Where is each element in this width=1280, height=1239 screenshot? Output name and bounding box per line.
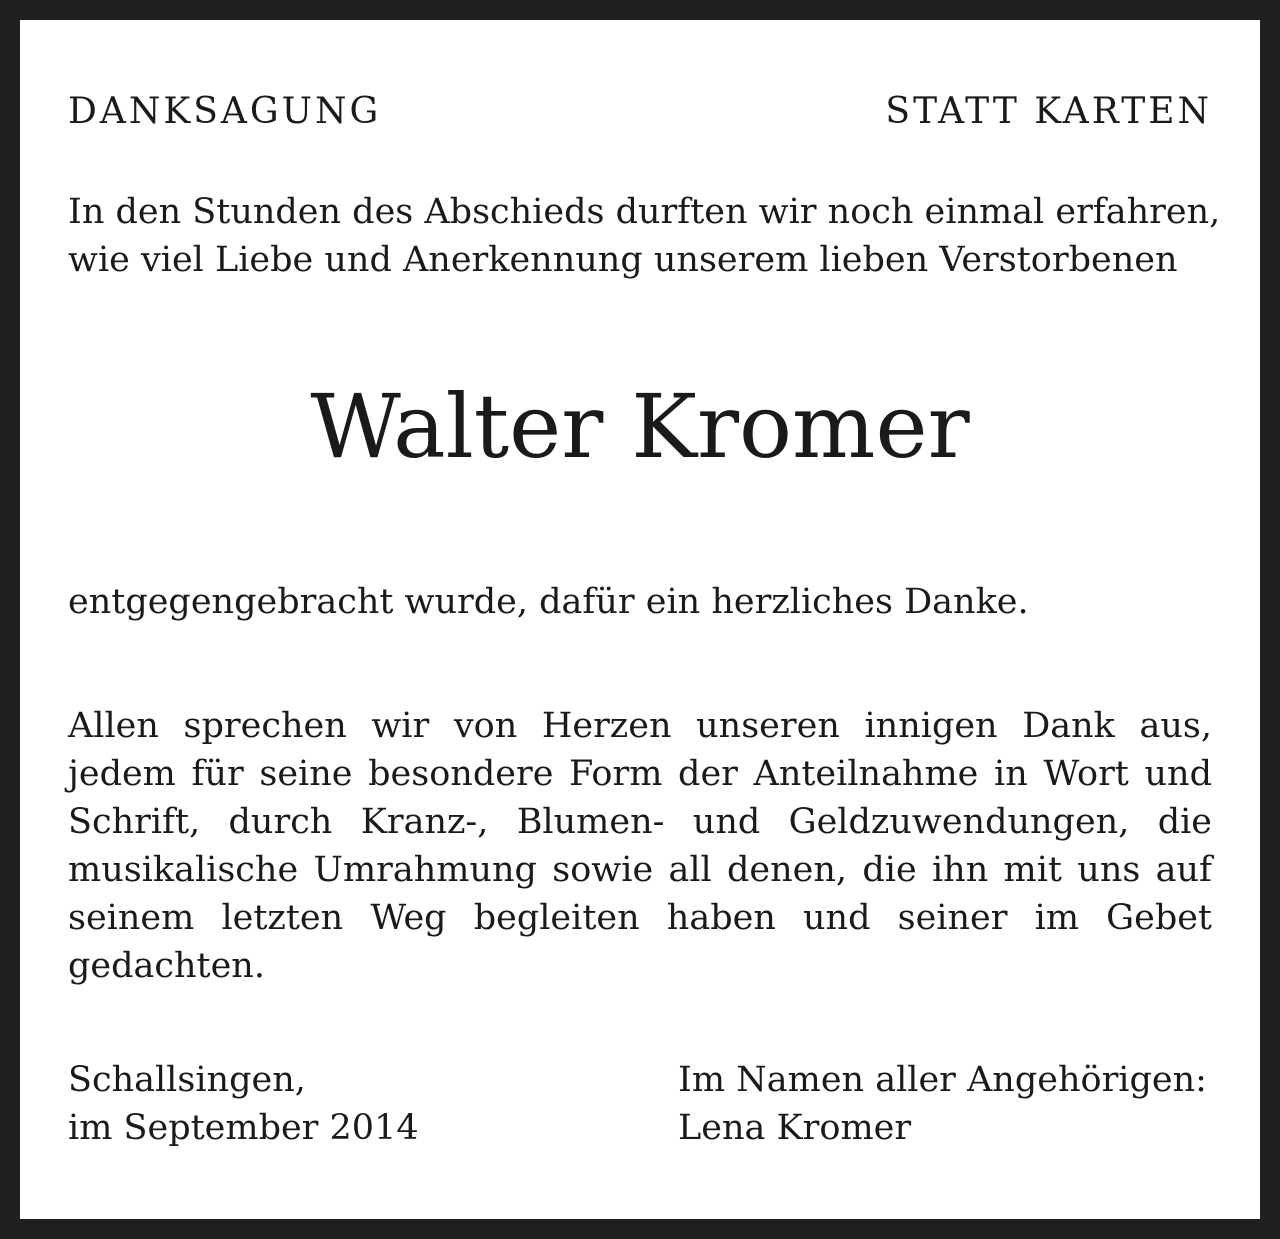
intro-line-1: In den Stunden des Abschieds durften wir noch einmal erfahren, [68, 192, 1221, 232]
thanks-line: entgegengebracht wurde, dafür ein herzliches Danke. [68, 582, 1029, 622]
signature-signer-block [678, 1056, 1207, 1152]
intro-line-2: wie viel Liebe und Anerkennung unserem lieben Verstorbenen [68, 240, 1178, 280]
signature-on-behalf: Im Namen aller Angehörigen: [678, 1060, 1207, 1100]
signature-date: im September 2014 [68, 1108, 419, 1148]
header-danksagung: DANKSAGUNG [68, 91, 382, 132]
intro-text [68, 188, 1221, 284]
body-paragraph: Allen sprechen wir von Herzen unseren innigen Dank aus, jedem für seine besondere Form der Anteilnahme in Wort und Schrift, durch Kranz-, Blumen- und Geldzuwendungen, die musikalische Umrahmung sowie all denen, die ihn mit uns auf seinem letzten Weg begleiten haben und seiner im Gebet gedachten. [68, 706, 1212, 986]
signature-signer: Lena Kromer [678, 1108, 912, 1148]
header-statt-karten: STATT KARTEN [885, 91, 1212, 132]
signature-place: Schallsingen, [68, 1060, 306, 1100]
signature-place-date [68, 1056, 419, 1152]
deceased-name: Walter Kromer [310, 375, 970, 478]
